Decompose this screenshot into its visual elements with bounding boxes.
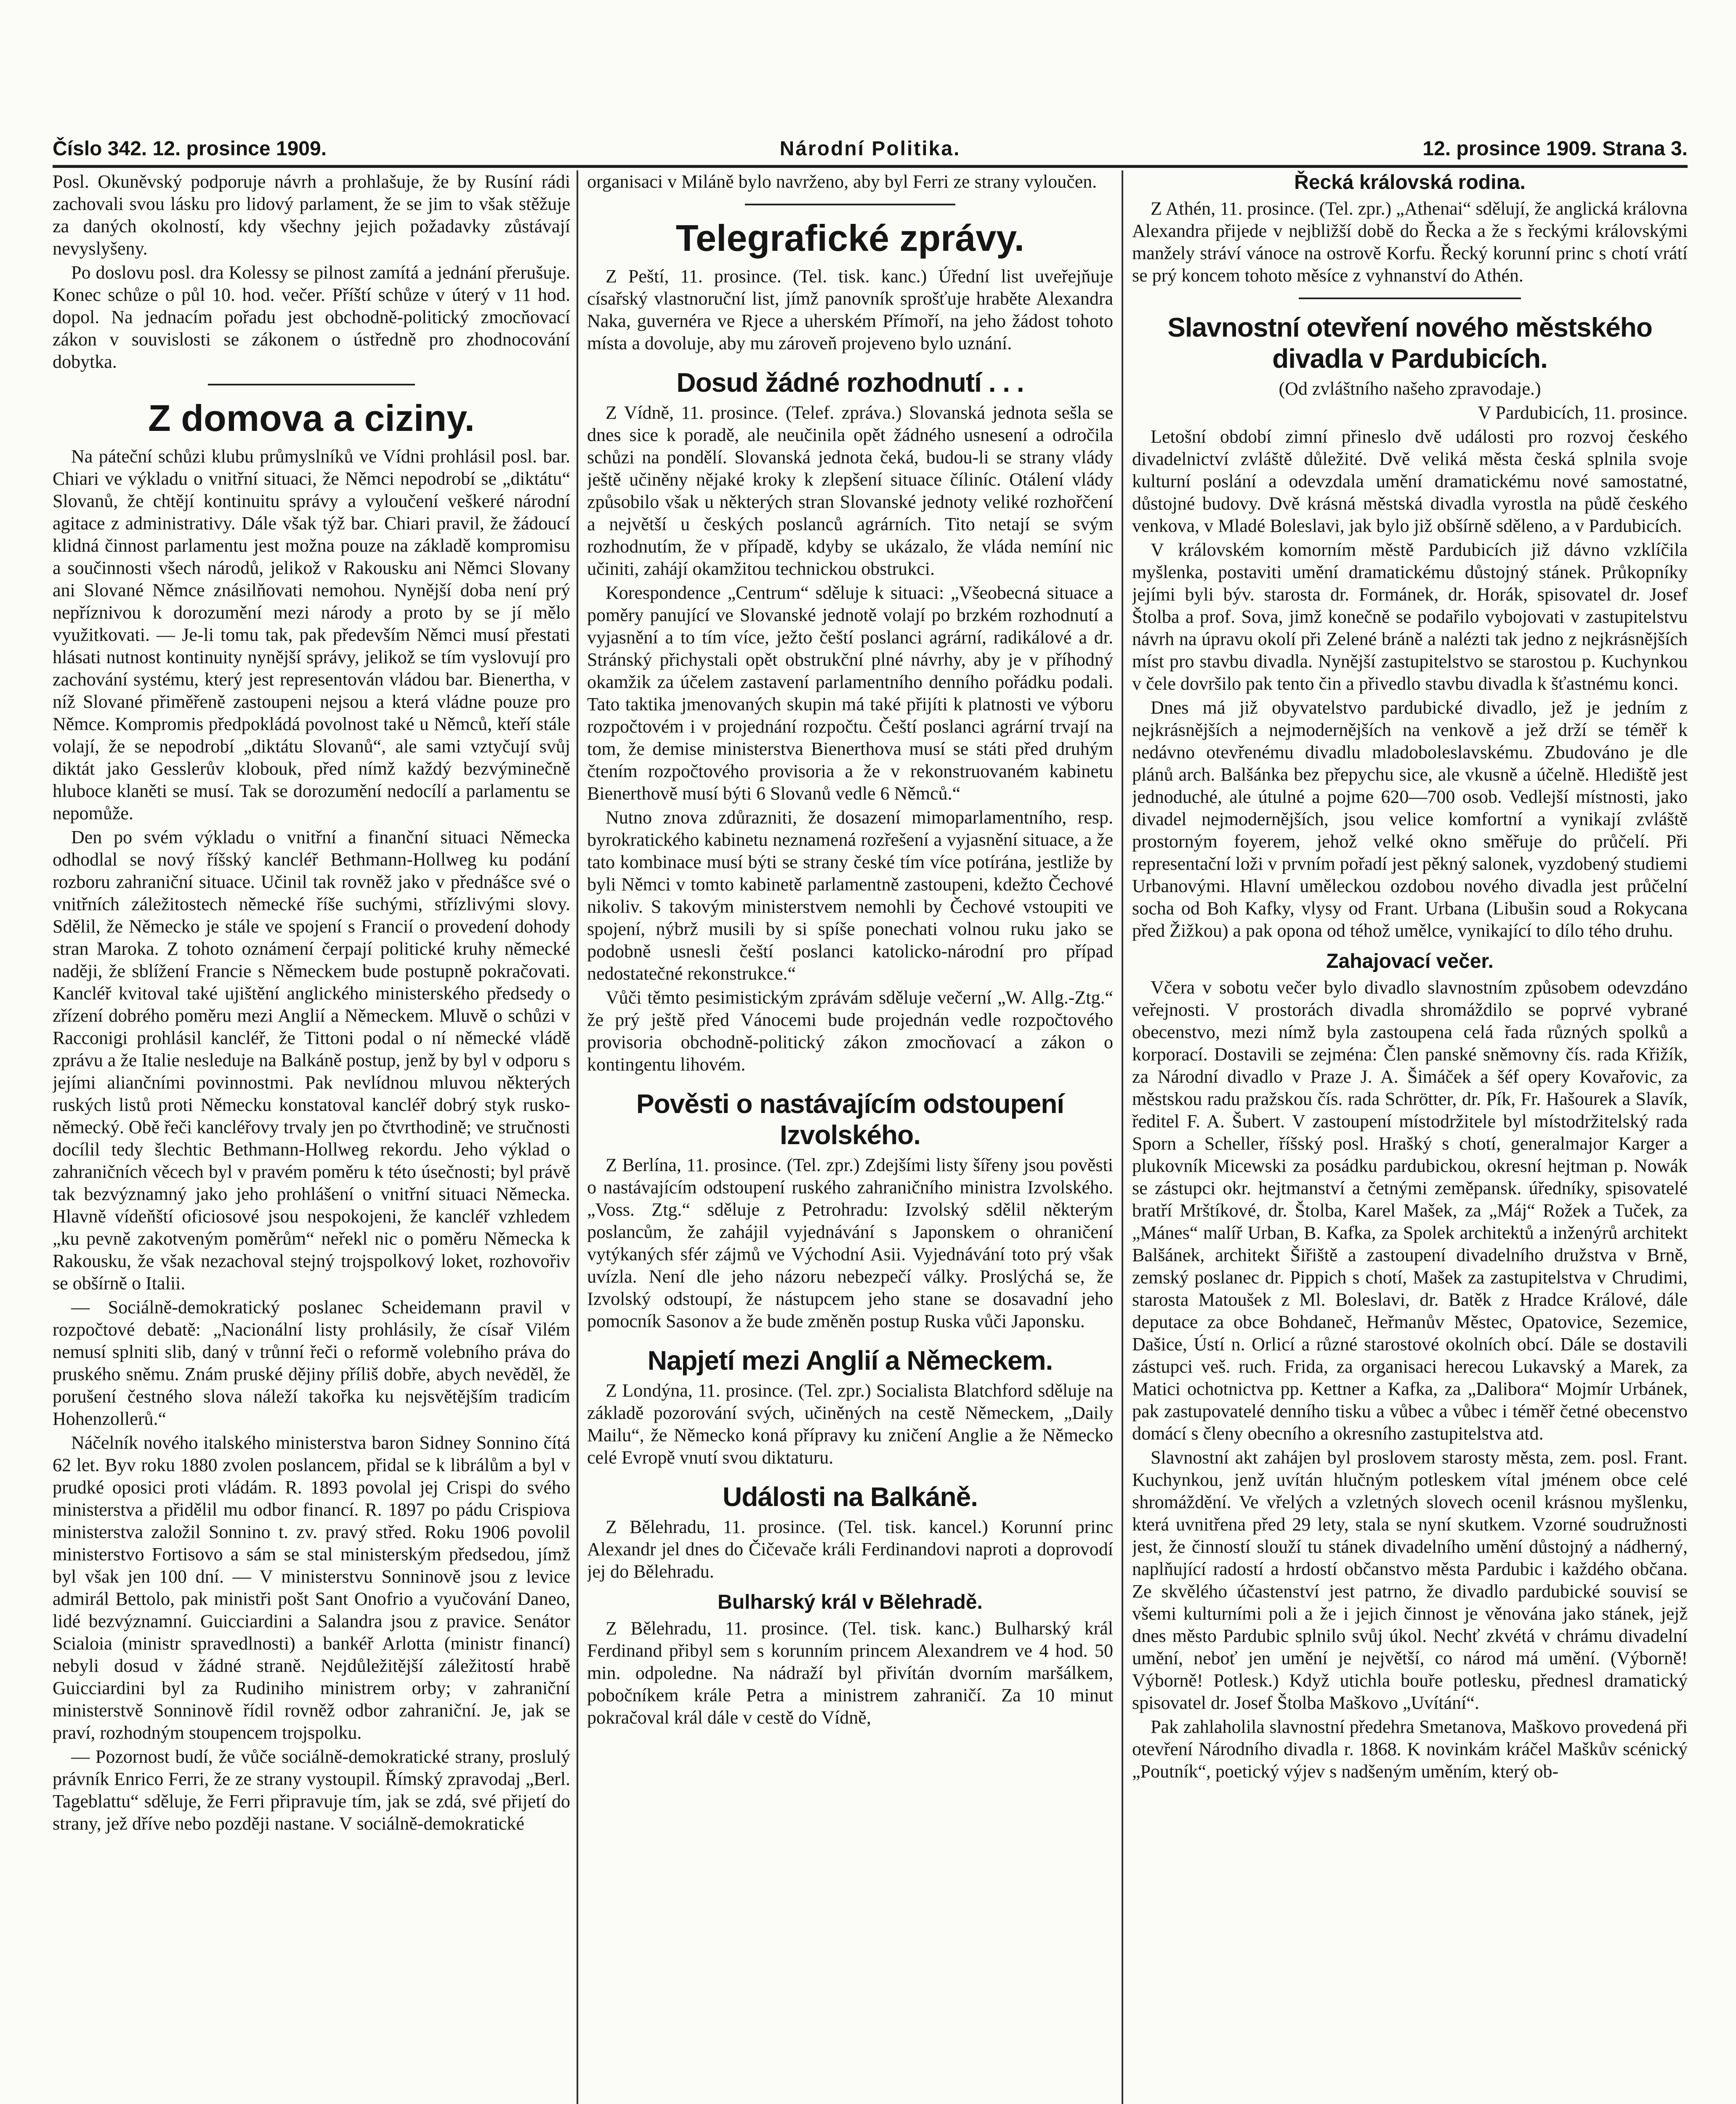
column-2 — [587, 170, 1113, 2104]
article-heading: Řecká královská rodina. — [1294, 171, 1526, 194]
article-subheading: Bulharský král v Bělehradě. — [718, 1591, 983, 1613]
article-heading: Dosud žádné rozhodnutí . . . — [676, 367, 1024, 398]
paragraph: Korespondence „Centrum“ sděluje k situaci: „Všeobecná situace a poměry panující ve Slovanské jednotě volají po brzkém rozhodnutí a vyjasnění a to tím více, ježto čeští poslanci agrární, radikálové a dr. Stránský přichystali opět obstrukční plné návrhy, aby je v příhodný okamžik za účelem zastavení parlamentního denního pořádku podali. Tato taktika jmenovaných skupin má také přijíti k platnosti ve výboru rozpočtovém i v projednání rozpočtu. Čeští poslanci agrární trvají na tom, že demise ministerstva Bienerthova musí se státi před druhým čtením rozpočtového provisoria a že v rekonstruovaném kabinetu Bienerthově musí býti 6 Slovanů vedle 6 Němců.“ — [587, 582, 1113, 804]
divider — [745, 204, 955, 205]
paragraph: Pak zahlaholila slavnostní předehra Smetanova, Maškovo provedená při otevření Národního divadla r. 1868. K novinkám kráčel Maškův scénický „Poutník“, poetický výjev s nadšeným uměním, který ob- — [1132, 1716, 1688, 1782]
paragraph: Včera v sobotu večer bylo divadlo slavnostním způsobem odevzdáno veřejnosti. V prostorách divadla shromáždilo se poprvé vybrané obecenstvo, mezi nímž byla zastoupena celá řada různých spolků a korporací. Dostavili se zejména: Člen panské sněmovny čís. rada Křižík, za Národní divadlo v Praze J. A. Šimáček a šéf opery Kovařovic, za městskou radu pražskou čís. rada Schrötter, dr. Pík, Fr. Hašourek a Slavík, ředitel F. A. Šubert. V zastoupení místodržitele byl místodržitelský rada Sporn a Scheller, říšský posl. Hrašký s chotí, generalmajor Karger a plukovník Micewski za posádku pardubickou, okresní hejtman p. Nowák se zástupci okr. hejtmanství a četnými zeměpansk. úředníky, spisovatelé bratří Mrštíkové, dr. Štolba, Karel Mašek, za „Máj“ Rožek a Tuček, za „Mánes“ malíř Urban, B. Kafka, za Spolek architektů a inženýrů architekt Balšánek, architekt Šiřiště a zastoupení divadelního družstva v Brně, zemský poslanec dr. Pippich s chotí, Mašek za zastupitelstva v Chrudimi, starosta Matoušek z Ml. Boleslavi, dr. Batěk z Hradce Králové, dále deputace za obce Bohdaneč, Heřmanův Městec, Opatovice, Sezemice, Dašice, Ústí n. Orlicí a různé starostové okolních obcí. Dále se dostavili zástupci veš. ruch. Frida, za organisaci herecou Lukavský a Marek, za Matici ochotnictva pp. Kettner a Kafka, za „Dalibora“ Mojmír Urbánek, pak zastupovatelé denního tisku a vůbec a vůbec i téměř četné obecenstvo domácí s členy obecního a okresního zastupitelstva atd. — [1132, 977, 1688, 1444]
column-1 — [53, 170, 570, 2104]
paragraph: Z Vídně, 11. prosince. (Telef. zpráva.) Slovanská jednota sešla se dnes sice k poradě, ale neučinila opět žádného usnesení a odročila schůzi na pondělí. Slovanská jednota čeká, budou-li se strany vlády ještě učiněny nějaké kroky k zlepšení situace číliníc. Otálení vlády způsobilo však u některých stran Slovanské jednoty veliké rozhořčení a největší u českých poslanců agrárních. Tito netají se svým rozhodnutím, že v případě, kdyby se ukázalo, že vláda nemíní nic učiniti, zahájí okamžitou technickou obstrukci. — [587, 402, 1113, 579]
paragraph: Na páteční schůzi klubu průmyslníků ve Vídni prohlásil posl. bar. Chiari ve výkladu o vnitřní situaci, že Němci nepodrobí se „diktátu“ Slovanů, že chtějí kontinuitu správy a vyloučení veškeré národní agitace z administrativy. Dále však týž bar. Chiari pravil, že žádoucí klidná činnost parlamentu jest možna pouze na základě kompromisu a součinnosti všech národů, jelikož v Rakousku ani Němci Slovany ani Slované Němce znásilňovati nemohou. Nynější doba není prý nepříznivou k dorozumění mezi národy a proto by se jí mělo využitkovati. — Je-li tomu tak, pak především Němci musí přestati hlásati nutnost kontinuity nynější správy, jelikož se tím vyslovují pro zachování systému, který jest representován vládou bar. Bienertha, v níž Slované přiměřeně zastoupeni nejsou a která vládne pouze pro Němce. Kompromis předpokládá povolnost také u Němců, kteří stále volají, že se nepodrobí „diktátu Slovanů“, ale sami vztyčují svůj diktát jako Gesslerův klobouk, před nímž každý bezvýminečně hluboce klaněti se musí. Tak se dorozumění nedocílí a parlamentu se nepomůže. — [53, 446, 570, 824]
paragraph: Z Athén, 11. prosince. (Tel. zpr.) „Athenai“ sdělují, že anglická královna Alexandra přijede v nejbližší době do Řecka a že s řeckými královskými manžely stráví vánoce na ostrově Korfu. Řecký korunní princ s chotí vrátí se prý koncem tohoto měsíce z vyhnanství do Athén. — [1132, 198, 1688, 286]
divider — [208, 384, 415, 385]
article-heading: Napjetí mezi Anglií a Německem. — [647, 1345, 1053, 1376]
paragraph: Po doslovu posl. dra Kolessy se pilnost zamítá a jednání přerušuje. Konec schůze o půl 10. hod. večer. Příští schůze v úterý v 11 hod. dopol. Na jednacím pořadu jest obchodně-politický zmocňovací zákon v souvislosti se zákonem o ústředně pro zhodnocování dobytka. — [53, 262, 570, 372]
dateline: V Pardubicích, 11. prosince. — [1478, 402, 1688, 423]
date-page-info: 12. prosince 1909. Strana 3. — [1422, 138, 1688, 160]
masthead — [53, 135, 1688, 168]
paragraph: Vůči těmto pesimistickým zprávám sděluje večerní „W. Allg.-Ztg.“ že prý ještě před Vánocemi bude projednán vedle rozpočtového provisoria obchodně-politický zákon zmocňovací a zákon o kontingentu lihovém. — [587, 987, 1113, 1075]
column-rule — [577, 170, 578, 2104]
newspaper-title: Národní Politika. — [779, 138, 961, 160]
article-heading: Události na Balkáně. — [723, 1482, 978, 1512]
article-subheading: Zahajovací večer. — [1326, 950, 1494, 972]
column-3 — [1132, 170, 1688, 2104]
issue-info: Číslo 342. 12. prosince 1909. — [53, 138, 327, 160]
paragraph: Z Bělehradu, 11. prosince. (Tel. tisk. kancel.) Korunní princ Alexandr jel dnes do Čičevače králi Ferdinandovi naproti a doprovodí jej do Bělehradu. — [587, 1517, 1113, 1582]
paragraph: Posl. Okuněvský podporuje návrh a prohlašuje, že by Rusíní rádi zachovali svou lásku pro lidový parlament, že se jim to však stěžuje za daných okolností, kdy všechny jejich požadavky zůstávají nevyslyšeny. — [53, 171, 570, 259]
paragraph: Náčelník nového italského ministerstva baron Sidney Sonnino čítá 62 let. Byv roku 1880 zvolen poslancem, přidal se k librálům a byl v prudké oposici proti vládám. R. 1893 povolal jej Crispi do svého ministerstva a přidělil mu odbor financí. R. 1897 po pádu Crispiova ministerstva založil Sonnino t. zv. pravý střed. Roku 1906 povolil ministerstvo Fortisovo a sám se stal ministerským předsedou, jímž byl však jen 100 dní. — V ministerstvu Sonninově jsou z levice admirál Bettolo, pak ministři pošt Sant Onofrio a vyučování Daneo, lidé bezvýznamní. Guicciardini a Salandra jsou z pravice. Senátor Scialoia (ministr spravedlnosti) a bankéř Arlotta (ministr financí) nebyli dosud v žádné straně. Nejdůležitější záležitostí hrabě Guicciardini byl za Rudiniho ministrem orby; v zahraniční ministerstvě Sonninově řídil rovněž odbor zahraniční. Je, jak se praví, rozhodným stoupencem trojspolku. — [53, 1432, 570, 1743]
paragraph: Z Berlína, 11. prosince. (Tel. zpr.) Zdejšími listy šířeny jsou pověsti o nastávajícím odstoupení ruského zahraničního ministra Izvolského. „Voss. Ztg.“ sděluje z Petrohradu: Izvolský sdělil některým poslancům, že zahájil vyjednávání s Japonskem o ohraničení vytýkaných sfér zájmů ve Východní Asii. Vyjednávání toto prý však uvízla. Není dle jeho názoru nebezpečí války. Proslýchá se, že Izvolský odstoupí, že nástupcem jeho stane se dosavadní jeho pomocník Sasonov a že bude změněn postup Ruska vůči Japonsku. — [587, 1155, 1113, 1331]
paragraph: V královském komorním městě Pardubicích již dávno vzklíčila myšlenka, postaviti umění dramatickému důstojný stánek. Průkopníky jejími byli býv. starosta dr. Formánek, dr. Horák, spisovatel dr. Josef Štolba a prof. Sova, jimž konečně se podařilo vybojovati v zastupitelstvu návrh na úpravu okolí při Zelené bráně a nalézti tak jedno z nejkrásnějších míst pro stavbu divadla. Nynější zastupitelstvo se starostou p. Kuchynkou v čele dovršilo pak tento čin a přivedlo stavbu divadla k šťastnému konci. — [1132, 539, 1688, 694]
paragraph: organisaci v Miláně bylo navrženo, aby byl Ferri ze strany vyloučen. — [587, 171, 1097, 192]
paragraph: Nutno znova zdůrazniti, že dosazení mimoparlamentního, resp. byrokratického kabinetu neznamená rozřešení a vyjasnění situace, a že tato kombinace musí býti se strany české tím více potírána, jestliže by byli Němci v tomto kabinetě parlamentně zastoupeni, kdežto Čechové nikoliv. S takovým ministerstvem nemohli by Čechové vstoupiti ve spojení, nýbrž musili by si spíše ponechati volnou ruku jako se podobně usnesli čeští poslanci katolicko-národní pro případ nedostatečné rekonstrukce.“ — [587, 807, 1113, 984]
paragraph: Z Londýna, 11. prosince. (Tel. zpr.) Socialista Blatchford sděluje na základě pozorování svých, učiněných na cestě Německem, „Daily Mailu“, že Německo koná přípravy ku zničení Anglie a že Německo celé Evropě vnutí svou diktaturu. — [587, 1380, 1113, 1468]
paragraph: — Sociálně-demokratický poslanec Scheidemann pravil v rozpočtové debatě: „Nacionální listy prohlásily, že císař Vilém nemusí splniti slib, daný v trůnní řeči o reformě volebního práva do pruského sněmu. Znám pruské dějiny příliš dobře, abych nevěděl, že porušení čestného slova náleží takořka ku nejsvětějším tradicím Hohenzollerů.“ — [53, 1297, 570, 1429]
article-heading: Slavnostní otevření nového městského divadla v Pardubicích. — [1167, 312, 1652, 374]
column-rule — [1122, 170, 1123, 2104]
paragraph: Dnes má již obyvatelstvo pardubické divadlo, jež je jedním z nejkrásnějších a nejmodernějších na venkově a jež drží se téměř k nedávno otevřenému divadlu mladoboleslavskému. Zbudováno je dle plánů arch. Balšánka bez přepychu sice, ale vkusně a účelně. Hlediště jest jednoduché, ale útulné a pojme 620—700 osob. Vedlejší místnosti, jako divadel nejmodernějších, jsou velice komfortní a vynikají zvláště prostorným foyerem, jehož velké okno směřuje do průčelí. Při representační loži v prvním pořadí jest pěkný salonek, vyzdobený studiemi Urbanovými. Hlavní uměleckou ozdobou nového divadla jest průčelní socha od Boh Kafky, vlysy od Frant. Urbana (Libušin soud a Rokycana před Žižkou) a pak opona od téhož umělce, vynikající to dílo tého druhu. — [1132, 697, 1688, 941]
paragraph: Z Peští, 11. prosince. (Tel. tisk. kanc.) Úřední list uveřejňuje císařský vlastnoruční list, jímž panovník sprošťuje hraběte Alexandra Naka, guvernéra ve Rjece a uherském Přímoří, na jeho žádost tohoto místa a dovoluje, aby mu zároveň projeveno bylo uznání. — [587, 266, 1113, 353]
section-heading: Z domova a ciziny. — [148, 397, 475, 439]
article-heading: Pověsti o nastávajícím odstoupení Izvolského. — [636, 1089, 1064, 1150]
paragraph: Den po svém výkladu o vnitřní a finanční situaci Německa odhodlal se nový říšský kancléř Bethmann-Hollweg ku podání rozboru zahraniční situace. Učinil tak rovněž jako v přednášce své o vnitřních záležitostech německé říše suchými, střízlivými slovy. Sdělil, že Německo je stále ve spojení s Francií o provedení dohody stran Maroka. Z tohoto oznámení čerpají politické kruhy německé naději, že sblížení Francie s Německem bude postupně pokračovati. Kancléř kvitoval také ujištění anglického ministerského předsedy o zřízení dobrého poměru mezi Anglií a Německem. Mluvě o schůzi v Racconigi prohlásil kancléř, že Tittoni podal o ní německé vládě zprávu a že Italie nesleduje na Balkáně postup, jenž by byl v odporu s jejími aliančními povinnostmi. Pak nevlídnou mluvou některých ruských listů proti Německu konstatoval kancléř dobrý styk rusko-německý. Obě řeči kancléřovy trvaly jen po čtvrthodině; ve stručnosti docílil tedy šlechtic Bethmann-Hollweg rekordu. Jeho výklad o zahraničních věcech byl v pravém poměru k této úsečnosti; byl právě tak bezvýznamný jako jeho prohlášení o vnitřní situaci Německa. Hlavně vídeňští oficiosové jsou nespokojeni, že kancléř vzhledem „ku pevně zakotveným poměrům“ neřekl nic o poměru Německa k Rakousku, že však nezachoval stejný trojspolkový loket, rozhovořiv se obšírně o Italii. — [53, 827, 570, 1294]
paragraph: Slavnostní akt zahájen byl proslovem starosty města, zem. posl. Frant. Kuchynkou, jenž uvítán hlučným potleskem vítal jménem obce celé shromáždění. Ve vřelých a vzletných slovech ocenil krásnou myšlenku, která uvnitřena před 29 lety, stala se nyní skutkem. Vzorné soudružnosti jest, že činností slouží tu stánek divadelního umění důstojný a nádherný, naplňující radostí a hrdostí občanstvo města Pardubic i každého občana. Ze skvělého účastenství jest patrno, že divadlo pardubické souvisí se všemi kulturními poli a že i jejich činnost je věnována jako stánek, jejž dnes město Pardubic splnilo svůj úkol. Nechť zkvétá v chrámu divadelní umění, neboť jen umění je největší, co národ má umění. (Výborně! Výborně! Potlesk.) Když utichla bouře potlesku, přednesl dramatický spisovatel dr. Josef Štolba Maškovo „Uvítání“. — [1132, 1447, 1688, 1713]
paragraph: Letošní období zimní přineslo dvě události pro rozvoj českého divadelnictví zvláště důležité. Dvě veliká města česká splnila svoje kulturní poslání a odevzdala umění dramatickému nové samostatné, důstojné budovy. Dvě krásná městská divadla vyrostla na půdě českého venkova, v Mladé Boleslavi, jak bylo již obšírně sděleno, a v Pardubicích. — [1132, 426, 1688, 536]
byline: (Od zvláštního našeho zpravodaje.) — [1279, 378, 1541, 399]
paragraph: — Pozornost budí, že vůče sociálně-demokratické strany, proslulý právník Enrico Ferri, že ze strany vystoupil. Římský zpravodaj „Berl. Tageblattu“ sděluje, že Ferri připravuje tím, jak se zdá, své přijetí do strany, jež dříve nebo později nastane. V sociálně-demokratické — [53, 1746, 570, 1834]
paragraph: Z Bělehradu, 11. prosince. (Tel. tisk. kanc.) Bulharský král Ferdinand přibyl sem s korunním princem Alexandrem ve 4 hod. 50 min. odpoledne. Na nádraží byl přivítán dvorním maršálkem, pobočníkem krále Petra a ministrem zahraničí. Za 10 minut pokračoval král dále v cestě do Vídně, — [587, 1618, 1113, 1728]
section-heading: Telegrafické zprávy. — [675, 217, 1025, 259]
divider — [1299, 298, 1521, 299]
